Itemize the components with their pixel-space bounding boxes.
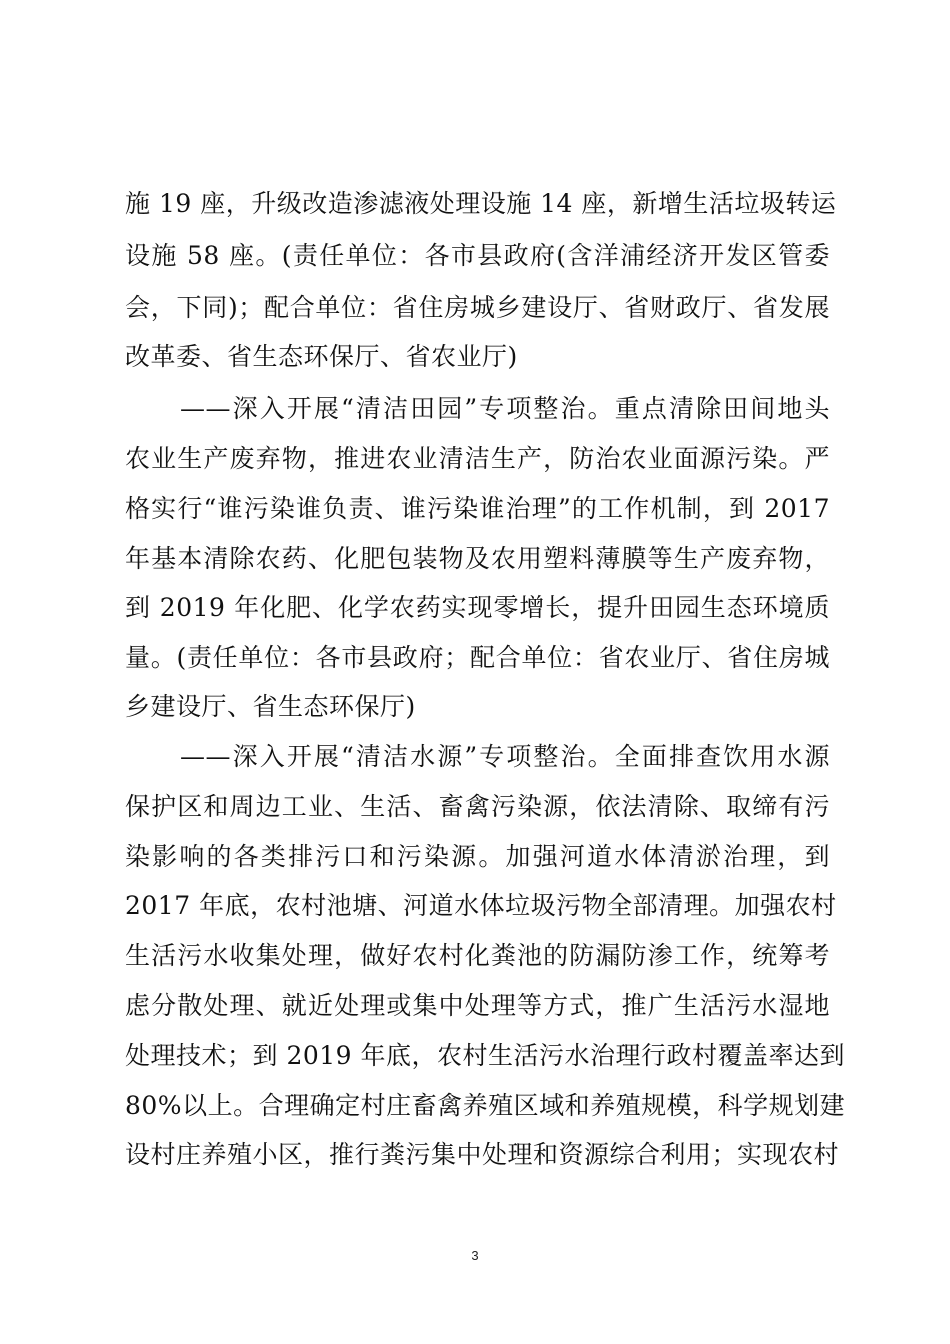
body-text-line: 染影响的各类排污口和污染源。加强河道水体清淤治理，到 bbox=[125, 842, 830, 871]
body-text-line: 80%以上。合理确定村庄畜禽养殖区域和养殖规模，科学规划建 bbox=[125, 1091, 846, 1120]
body-text-line: 改革委、省生态环保厅、省农业厅) bbox=[125, 342, 518, 371]
page-number: 3 bbox=[471, 1248, 479, 1263]
paragraph-heading-line: ——深入开展“清洁田园”专项整治。重点清除田间地头 bbox=[180, 394, 830, 423]
body-text-line: 量。(责任单位：各市县政府；配合单位：省农业厅、省住房城 bbox=[125, 643, 830, 672]
body-text-line: 格实行“谁污染谁负责、谁污染谁治理”的工作机制，到 2017 bbox=[125, 494, 830, 523]
body-text-line: 设施 58 座。(责任单位：各市县政府(含洋浦经济开发区管委 bbox=[125, 241, 830, 270]
body-text-line: 保护区和周边工业、生活、畜禽污染源，依法清除、取缔有污 bbox=[125, 792, 830, 821]
body-text-line: 农业生产废弃物，推进农业清洁生产，防治农业面源污染。严 bbox=[125, 444, 830, 473]
body-text-line: 设村庄养殖小区，推行粪污集中处理和资源综合利用；实现农村 bbox=[125, 1140, 840, 1169]
body-text-line: 2017 年底，农村池塘、河道水体垃圾污物全部清理。加强农村 bbox=[125, 891, 837, 920]
body-text-line: 乡建设厅、省生态环保厅) bbox=[125, 692, 416, 721]
body-text-line: 虑分散处理、就近处理或集中处理等方式，推广生活污水湿地 bbox=[125, 991, 830, 1020]
body-text-line: 施 19 座，升级改造渗滤液处理设施 14 座，新增生活垃圾转运 bbox=[125, 189, 837, 218]
body-text-line: 处理技术；到 2019 年底，农村生活污水治理行政村覆盖率达到 bbox=[125, 1041, 846, 1070]
paragraph-heading-line: ——深入开展“清洁水源”专项整治。全面排查饮用水源 bbox=[180, 742, 830, 771]
body-text-line: 会，下同)；配合单位：省住房城乡建设厅、省财政厅、省发展 bbox=[125, 293, 830, 322]
body-text-line: 年基本清除农药、化肥包装物及农用塑料薄膜等生产废弃物， bbox=[125, 544, 830, 573]
body-text-line: 到 2019 年化肥、化学农药实现零增长，提升田园生态环境质 bbox=[125, 593, 830, 622]
body-text-line: 生活污水收集处理，做好农村化粪池的防漏防渗工作，统筹考 bbox=[125, 941, 830, 970]
